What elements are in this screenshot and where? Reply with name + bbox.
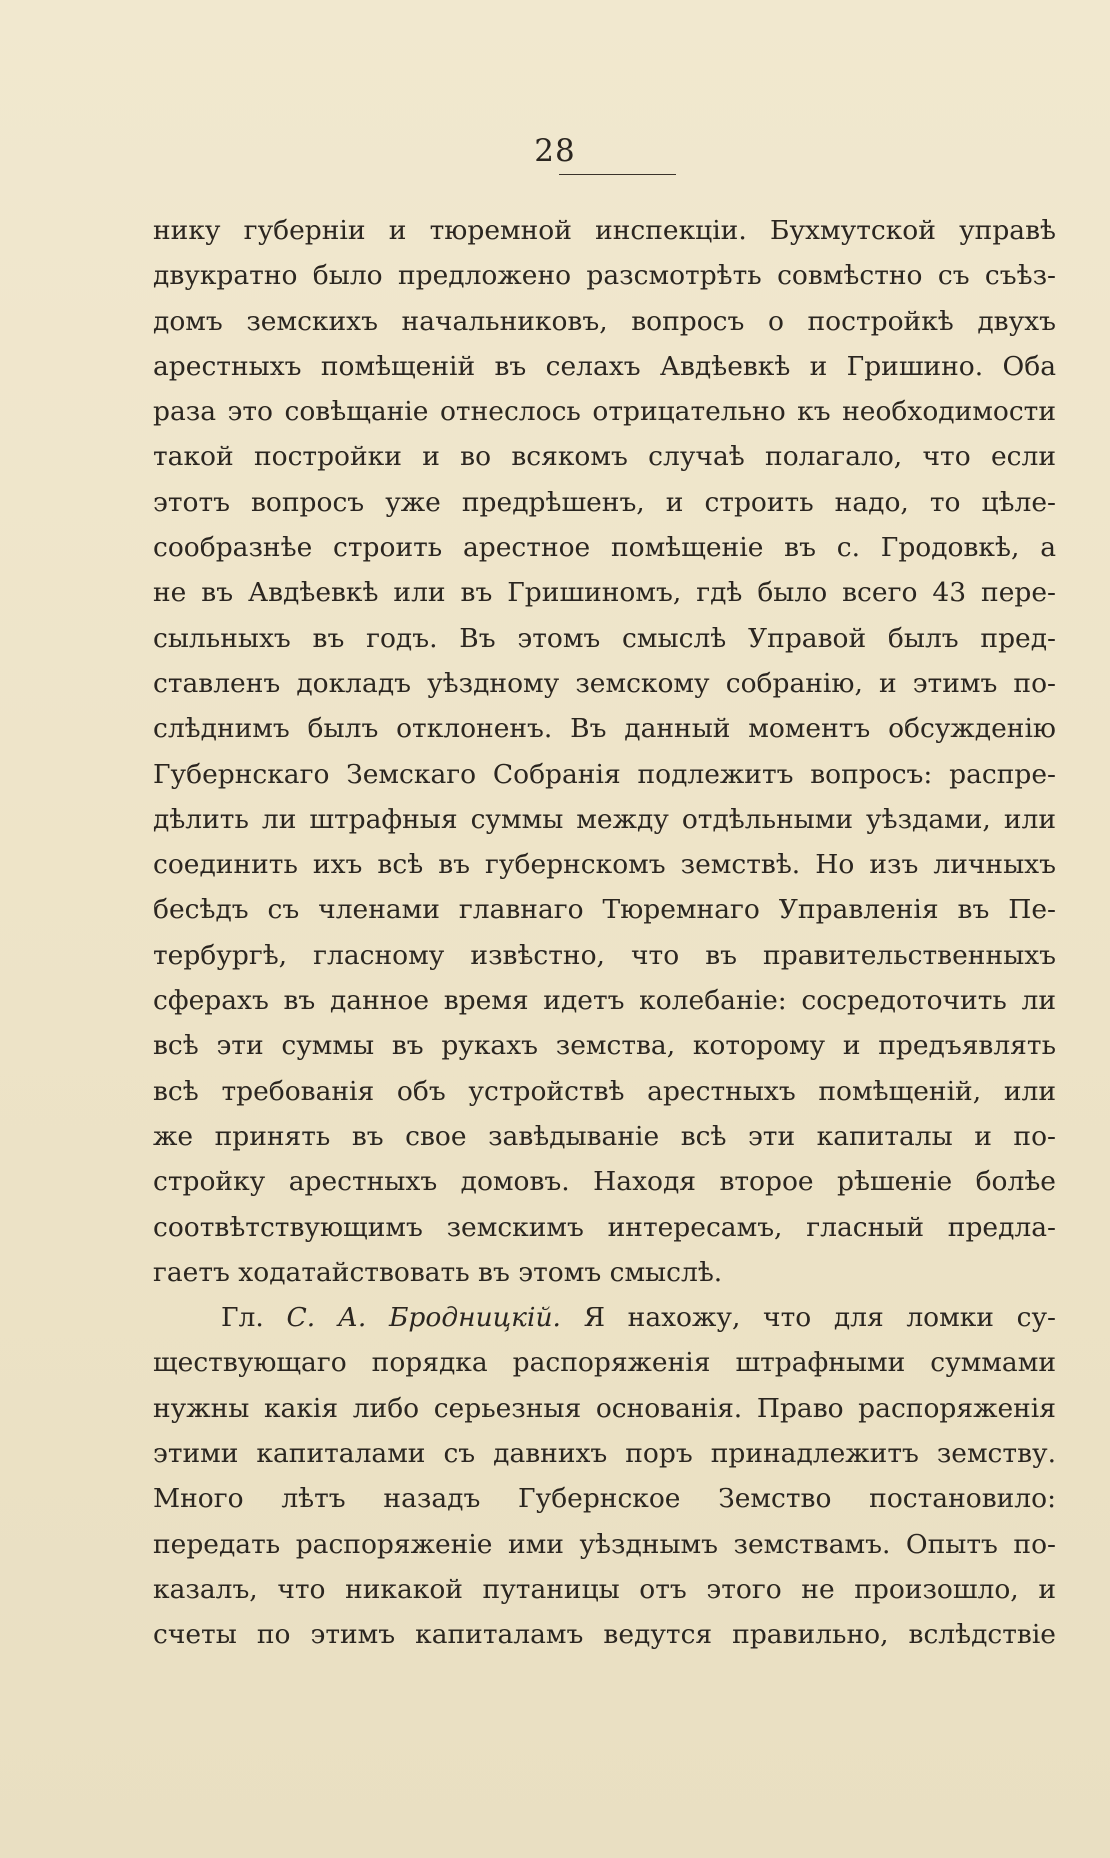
text-line: арестныхъ помѣщеній въ селахъ Авдѣевкѣ и Гришино. Оба	[153, 350, 1056, 382]
text-line: счеты по этимъ капиталамъ ведутся правильно, вслѣдствіе	[153, 1619, 1056, 1651]
text-line: домъ земскихъ начальниковъ, вопросъ о постройкѣ двухъ	[153, 305, 1056, 337]
page-number-rule	[559, 174, 676, 175]
text-line: соотвѣтствующимъ земскимъ интересамъ, гласный предла-	[153, 1211, 1056, 1243]
text-line: всѣ эти суммы въ рукахъ земства, которому и предъявлять	[153, 1030, 1056, 1062]
text-line: сыльныхъ въ годъ. Въ этомъ смыслѣ Управой былъ пред-	[153, 622, 1056, 654]
text-line: Много лѣтъ назадъ Губернское Земство постановило:	[153, 1483, 1056, 1515]
text-line: этими капиталами съ давнихъ поръ принадлежитъ земству.	[153, 1438, 1056, 1470]
text-line: ществующаго порядка распоряженія штрафными суммами	[153, 1347, 1056, 1379]
text-line: бесѣдъ съ членами главнаго Тюремнаго Управленія въ Пе-	[153, 894, 1056, 926]
text-line: нужны какія либо серьезныя основанія. Право распоряженія	[153, 1392, 1056, 1424]
text-line: тербургѣ, гласному извѣстно, что въ правительственныхъ	[153, 939, 1056, 971]
text-line: же принять въ свое завѣдываніе всѣ эти капиталы и по-	[153, 1120, 1056, 1152]
text-line: соединить ихъ всѣ въ губернскомъ земствѣ. Но изъ личныхъ	[153, 849, 1056, 881]
text-line: слѣднимъ былъ отклоненъ. Въ данный моментъ обсужденію	[153, 713, 1056, 745]
page-number: 28	[534, 133, 576, 169]
paragraph-last-line: гаетъ ходатайствовать въ этомъ смыслѣ.	[153, 1256, 723, 1288]
speech-line-start: Я нахожу, что для ломки су-	[583, 1302, 1056, 1334]
text-line: сообразнѣе строить арестное помѣщеніе въ с. Гродовкѣ, а	[153, 532, 1056, 564]
speaker-prefix: Гл.	[221, 1302, 264, 1334]
text-line: сферахъ въ данное время идетъ колебаніе: сосредоточить ли	[153, 985, 1056, 1017]
text-line: не въ Авдѣевкѣ или въ Гришиномъ, гдѣ было всего 43 пере-	[153, 577, 1056, 609]
text-line: дѣлить ли штрафныя суммы между отдѣльными уѣздами, или	[153, 803, 1056, 835]
text-line: нику губерніи и тюремной инспекціи. Бухмутской управѣ	[153, 215, 1056, 246]
text-line: стройку арестныхъ домовъ. Находя второе рѣшеніе болѣе	[153, 1166, 1056, 1198]
body-text	[153, 208, 1056, 1658]
text-line: двукратно было предложено разсмотрѣть совмѣстно съ съѣз-	[153, 260, 1056, 292]
text-line: передать распоряженіе ими уѣзднымъ земствамъ. Опытъ по-	[153, 1528, 1056, 1560]
text-line: этотъ вопросъ уже предрѣшенъ, и строить надо, то цѣле-	[153, 486, 1056, 518]
text-line: Губернскаго Земскаго Собранія подлежитъ вопросъ: распре-	[153, 758, 1056, 790]
speaker-name: С. А. Бродницкій.	[286, 1302, 561, 1334]
text-line: такой постройки и во всякомъ случаѣ полагало, что если	[153, 441, 1056, 473]
text-line: казалъ, что никакой путаницы отъ этого не произошло, и	[153, 1573, 1056, 1605]
text-line: ставленъ докладъ уѣздному земскому собранію, и этимъ по-	[153, 667, 1056, 699]
text-line: раза это совѣщаніе отнеслось отрицательно къ необходимости	[153, 396, 1056, 428]
text-line: всѣ требованія объ устройствѣ арестныхъ помѣщеній, или	[153, 1075, 1056, 1107]
speech-first-line	[153, 1295, 1056, 1340]
